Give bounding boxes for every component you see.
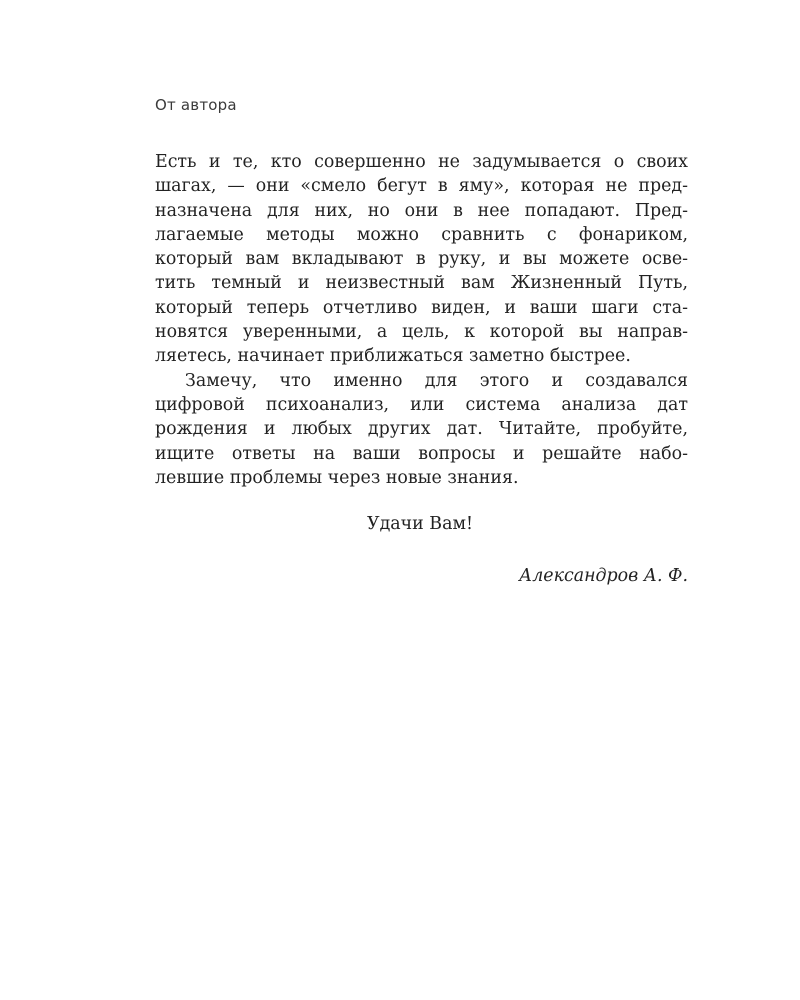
text-line: лагаемые методы можно сравнить с фонариком, — [155, 224, 688, 245]
author-signature: Александров А. Ф. — [519, 566, 688, 586]
text-line: который вам вкладывают в руку, и вы можете осве- — [155, 249, 688, 270]
text-line: левшие проблемы через новые знания. — [155, 467, 519, 488]
text-line: рождения и любых других дат. Читайте, пробуйте, — [155, 419, 688, 440]
text-line: который теперь отчетливо виден, и ваши шаги ста- — [155, 297, 688, 318]
closing-text: Удачи Вам! — [367, 514, 473, 534]
running-head: От автора — [155, 96, 237, 114]
body-text — [155, 150, 688, 490]
text-line: тить темный и неизвестный вам Жизненный Путь, — [155, 273, 688, 294]
text-line: ляетесь, начинает приближаться заметно быстрее. — [155, 346, 631, 367]
text-line: Есть и те, кто совершенно не задумывается о своих — [155, 152, 688, 172]
paragraph-2 — [155, 369, 688, 490]
text-line: Замечу, что именно для этого и создавался — [185, 370, 688, 391]
paragraph-1 — [155, 150, 688, 369]
text-line: новятся уверенными, а цель, к которой вы направ- — [155, 322, 688, 343]
text-line: ищите ответы на ваши вопросы и решайте набо- — [155, 443, 688, 464]
closing-line — [0, 514, 800, 534]
text-line: цифровой психоанализ, или система анализа дат — [155, 394, 688, 415]
text-line: назначена для них, но они в нее попадают. Пред- — [155, 200, 688, 221]
text-line: шагах, — они «смело бегут в яму», которая не пред- — [155, 176, 688, 197]
